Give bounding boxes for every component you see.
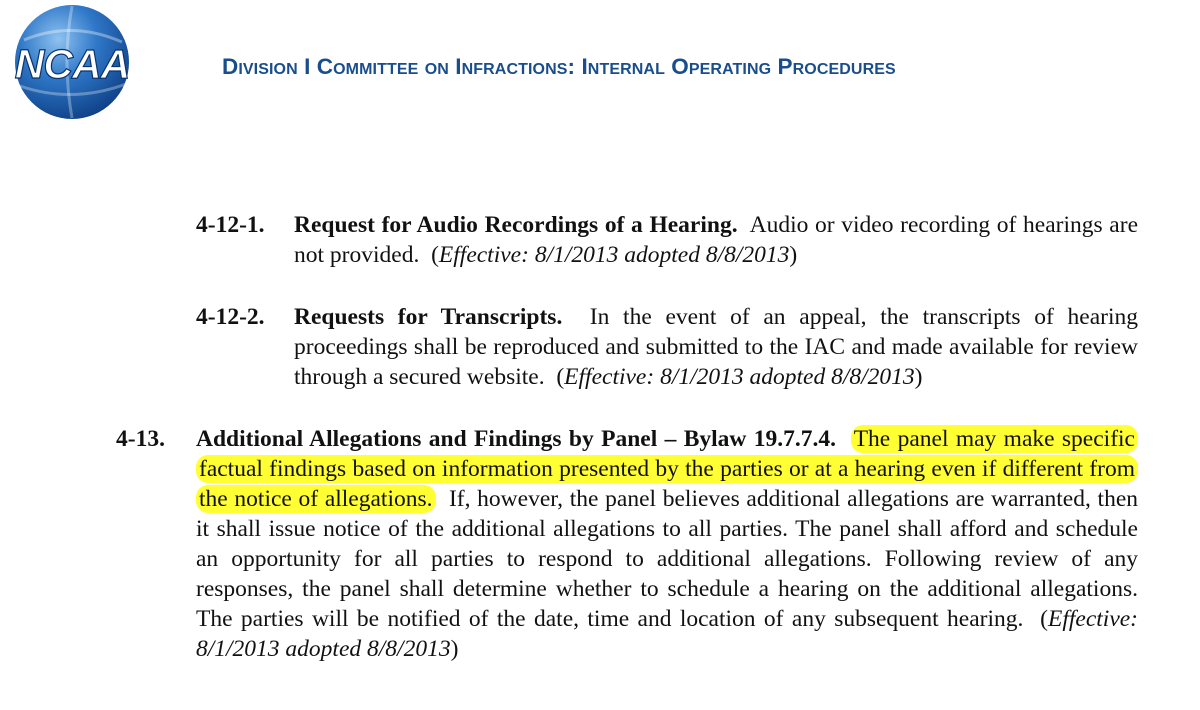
- section-body: [294, 302, 1138, 392]
- section-text: Audio or video recording of hearings are not provided.: [294, 212, 1138, 268]
- section-text: In the event of an appeal, the transcripts of hearing proceedings shall be reproduced and submitted to the IAC and made available for review through a secured website.: [294, 304, 1138, 390]
- section-4-13: [116, 424, 1138, 664]
- section-heading: Requests for Transcripts.: [294, 304, 563, 330]
- effective-dates: 8/1/2013 adopted 8/8/2013: [534, 242, 790, 268]
- effective-dates: 8/1/2013 adopted 8/8/2013: [196, 636, 451, 662]
- section-text: If, however, the panel believes additional allegations are warranted, then it shall issue notice of the additional allegations to all parties. The panel shall afford and schedule an opportunity for all parties to respond to additional allegations. Following review of any responses, the panel shall determine whether to schedule a hearing on the additional allegations. The parties will be notified of the date, time and location of any subsequent hearing.: [196, 486, 1139, 632]
- section-number: 4-12-1.: [196, 212, 265, 238]
- effective-note: (Effective: 8/1/2013 adopted 8/8/2013): [196, 606, 1139, 662]
- section-number: 4-13.: [116, 426, 165, 452]
- section-heading: Additional Allegations and Findings by Panel – Bylaw 19.7.7.4.: [196, 426, 836, 452]
- section-heading: Request for Audio Recordings of a Hearing.: [294, 212, 738, 238]
- section-4-12-2: [196, 302, 1138, 392]
- section-4-12-1: [196, 210, 1138, 270]
- effective-label: Effective:: [438, 242, 529, 268]
- section-body: [196, 424, 1138, 664]
- logo-wordmark: NCAA: [14, 41, 130, 87]
- section-number: 4-12-2.: [196, 304, 265, 330]
- effective-dates: 8/1/2013 adopted 8/8/2013: [660, 364, 915, 390]
- effective-note: (Effective: 8/1/2013 adopted 8/8/2013): [431, 242, 798, 268]
- document-title: Division I Committee on Infractions: Internal Operating Procedures: [222, 54, 896, 79]
- effective-note: (Effective: 8/1/2013 adopted 8/8/2013): [556, 364, 923, 390]
- effective-label: Effective:: [564, 364, 655, 390]
- highlighted-text: The panel may make specific factual findings based on information presented by the parties or at a hearing even if different from the notice of allegations.: [196, 425, 1138, 513]
- effective-label: Effective:: [1047, 606, 1139, 632]
- section-body: [294, 210, 1138, 270]
- ncaa-logo: [6, 0, 140, 126]
